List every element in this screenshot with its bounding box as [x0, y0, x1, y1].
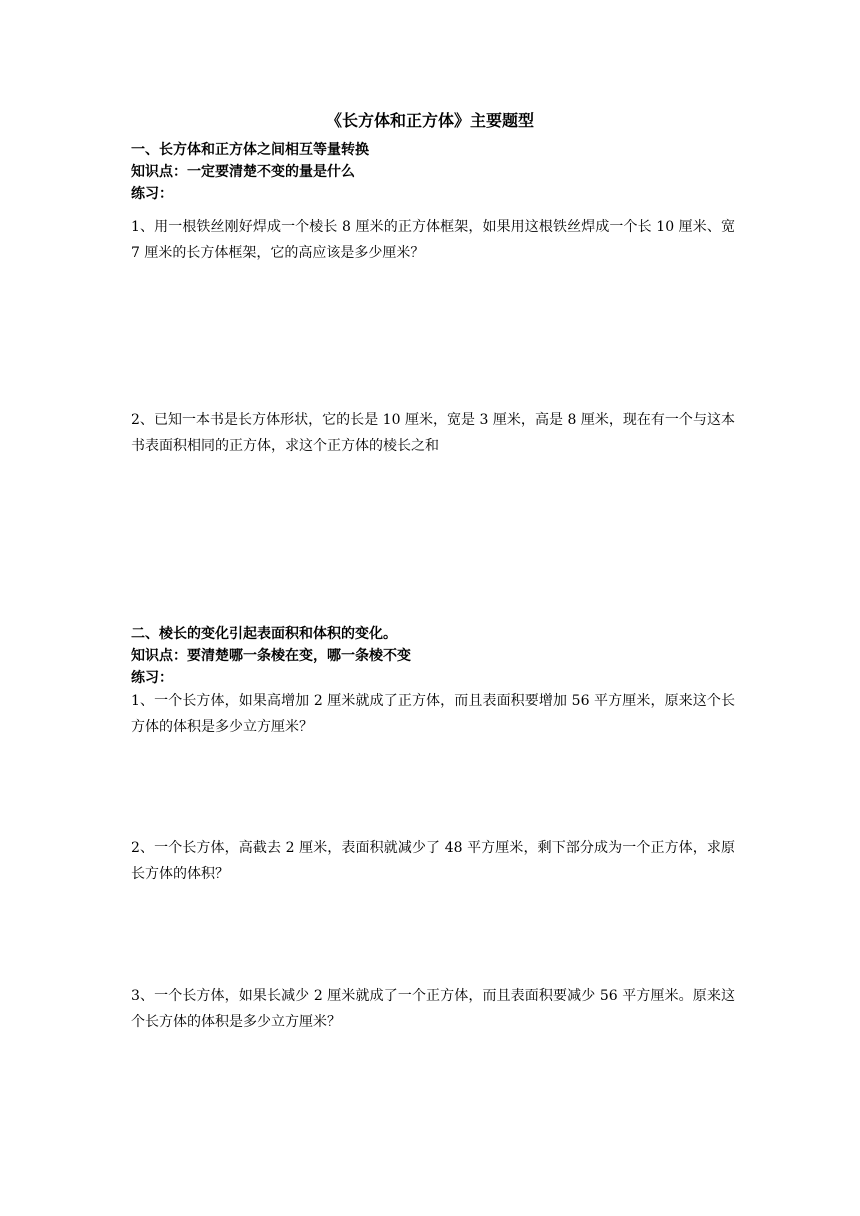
- section1-heading: 一、长方体和正方体之间相互等量转换: [131, 142, 369, 158]
- section1-practice-label: 练习：: [131, 186, 173, 202]
- section1-question-2: 2、已知一本书是长方体形状，它的长是 10 厘米，宽是 3 厘米，高是 8 厘米，现在有一个与这本书表面积相同的正方体，求这个正方体的棱长之和: [131, 412, 735, 454]
- section2-question-1: 1、一个长方体，如果高增加 2 厘米就成了正方体，而且表面积要增加 56 平方厘米，原来这个长方体的体积是多少立方厘米？: [131, 693, 735, 735]
- section2-practice-label: 练习：: [131, 670, 173, 686]
- section2-heading: 二、棱长的变化引起表面积和体积的变化。: [131, 626, 397, 642]
- section2-question-3: 3、一个长方体，如果长减少 2 厘米就成了一个正方体，而且表面积要减少 56 平方厘米。原来这个长方体的体积是多少立方厘米？: [131, 988, 735, 1030]
- section1-knowledge-point: 知识点：一定要清楚不变的量是什么: [131, 164, 355, 180]
- section1-question-1: 1、用一根铁丝刚好焊成一个棱长 8 厘米的正方体框架，如果用这根铁丝焊成一个长 10 厘米、宽 7 厘米的长方体框架，它的高应该是多少厘米？: [131, 219, 735, 261]
- document-title: 《长方体和正方体》主要题型: [325, 111, 534, 130]
- section2-knowledge-point: 知识点：要清楚哪一条棱在变，哪一条棱不变: [131, 648, 411, 664]
- section2-question-2: 2、一个长方体，高截去 2 厘米，表面积就减少了 48 平方厘米，剩下部分成为一个正方体，求原长方体的体积？: [131, 840, 735, 882]
